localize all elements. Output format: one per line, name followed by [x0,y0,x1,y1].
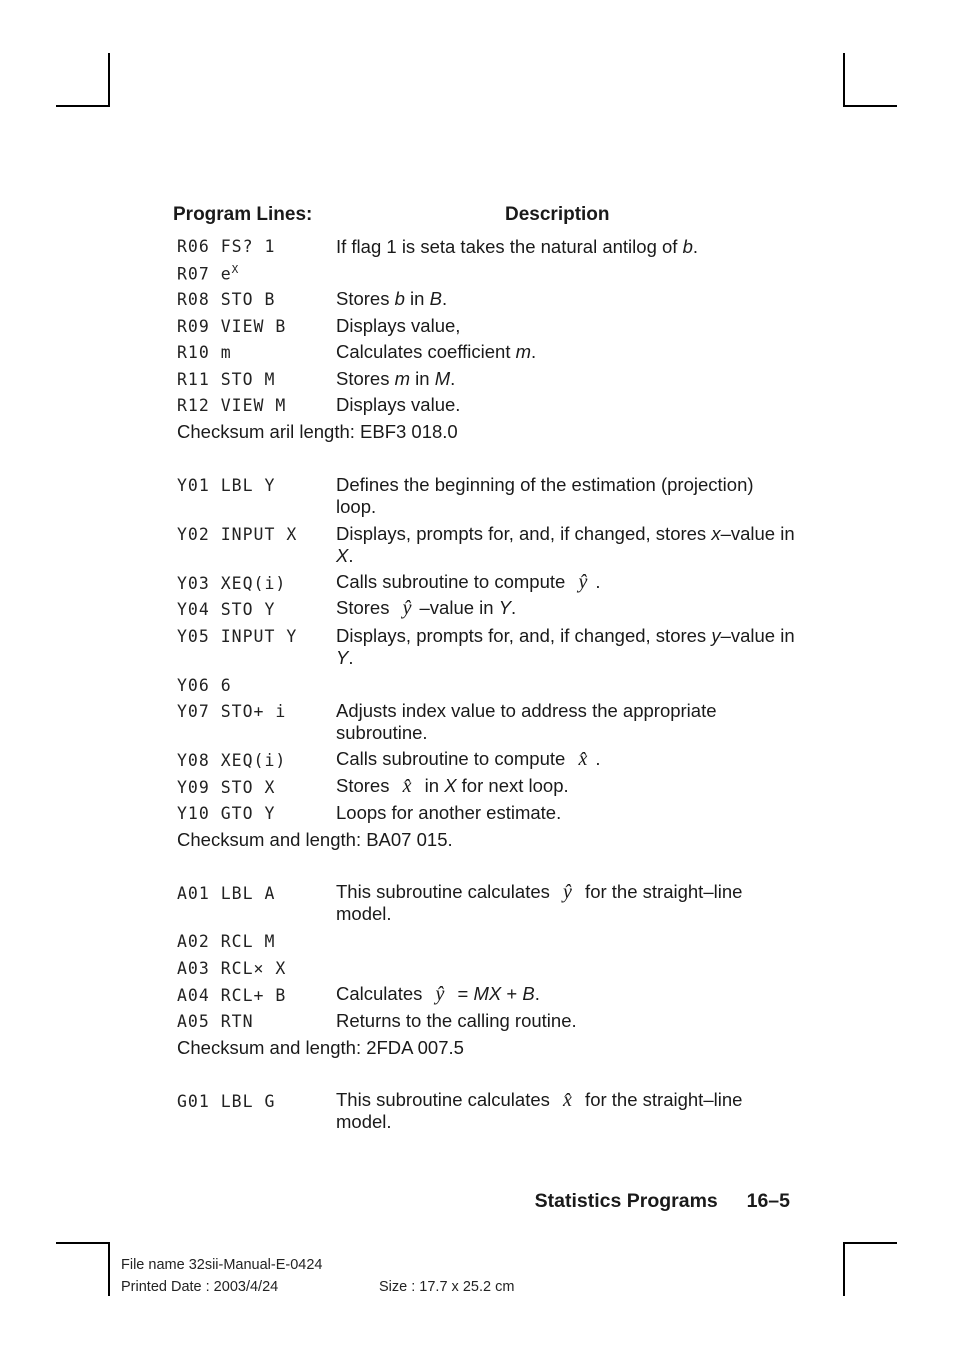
code-Y06: Y06 6 [177,676,232,695]
code-Y09: Y09 STO X [177,778,276,797]
crop-mark-bottom-right-vertical [843,1242,845,1296]
code-Y02: Y02 INPUT X [177,525,298,544]
y-hat-symbol: ŷ [578,571,588,593]
crop-mark-top-right-horizontal [843,105,897,107]
checksum-2: Checksum and length: BA07 015. [177,829,453,850]
code-A01: A01 LBL A [177,884,276,903]
code-R10: R10 m [177,343,232,362]
crop-mark-top-left-vertical [108,53,110,107]
desc-Y02: Displays, prompts for, and, if changed, stores x–value in X. [336,523,795,566]
section-title: Statistics Programs [534,1190,718,1212]
code-R06: R06 FS? 1 [177,237,276,256]
checksum-3: Checksum and length: 2FDA 007.5 [177,1037,464,1058]
desc-G01: This subroutine calculates x̂ for the straight–line model. [336,1089,743,1132]
desc-R12: Displays value. [336,394,461,415]
desc-A05: Returns to the calling routine. [336,1010,577,1031]
crop-mark-top-left-horizontal [56,105,110,107]
page-number: 16–5 [746,1190,790,1212]
code-R11: R11 STO M [177,370,276,389]
x-hat-symbol: x̂ [402,775,412,797]
y-hat-symbol: ŷ [563,881,572,903]
description-header: Description [505,204,610,225]
desc-A04: Calculates ŷ = MX + B. [336,983,540,1005]
program-lines-header: Program Lines: [173,204,313,225]
code-A03: A03 RCL× X [177,959,287,978]
code-Y03: Y03 XEQ(i) [177,574,287,593]
desc-R06: If flag 1 is seta takes the natural antilog of b. [336,236,699,257]
crop-mark-bottom-left-horizontal [56,1242,110,1244]
y-hat-symbol: ŷ [402,597,412,619]
desc-R08: Stores b in B. [336,288,448,309]
y-hat-symbol: ŷ [435,983,445,1005]
desc-Y08: Calls subroutine to compute x̂ . [336,748,601,770]
code-R12: R12 VIEW M [177,396,287,415]
desc-Y04: Stores ŷ –value in Y. [336,597,517,619]
code-Y04: Y04 STO Y [177,600,276,619]
file-name-label: File name 32sii-Manual-E-0424 [121,1257,323,1273]
desc-Y03: Calls subroutine to compute ŷ . [336,571,601,593]
code-Y01: Y01 LBL Y [177,476,276,495]
checksum-1: Checksum aril length: EBF3 018.0 [177,421,458,442]
code-R08: R08 STO B [177,290,276,309]
desc-Y07: Adjusts index value to address the appropriate subroutine. [336,700,717,743]
code-R09: R09 VIEW B [177,317,287,336]
desc-R09: Displays value, [336,315,461,336]
code-Y10: Y10 GTO Y [177,804,276,823]
x-hat-symbol: x̂ [563,1089,572,1111]
code-A04: A04 RCL+ B [177,986,287,1005]
code-Y05: Y05 INPUT Y [177,627,298,646]
desc-R11: Stores m in M. [336,368,456,389]
crop-mark-bottom-left-vertical [108,1242,110,1296]
desc-R10: Calculates coefficient m. [336,341,537,362]
code-G01: G01 LBL G [177,1092,276,1111]
printed-date-label: Printed Date : 2003/4/24 [121,1279,279,1295]
code-Y08: Y08 XEQ(i) [177,751,287,770]
code-Y07: Y07 STO+ i [177,702,287,721]
desc-Y10: Loops for another estimate. [336,802,562,823]
code-A02: A02 RCL M [177,932,276,951]
crop-mark-top-right-vertical [843,53,845,107]
desc-Y09: Stores x̂ in X for next loop. [336,775,569,797]
desc-Y05: Displays, prompts for, and, if changed, stores y–value in Y. [336,625,795,668]
page-footer-title [535,1190,790,1213]
desc-Y01: Defines the beginning of the estimation (projection) loop. [336,474,754,517]
code-R07: R07 $e^X$ [177,263,240,284]
desc-A01: This subroutine calculates ŷ for the straight–line model. [336,881,743,924]
size-label: Size : 17.7 x 25.2 cm [379,1279,515,1295]
crop-mark-bottom-right-horizontal [843,1242,897,1244]
code-A05: A05 RTN [177,1012,254,1031]
x-hat-symbol: x̂ [578,748,588,770]
